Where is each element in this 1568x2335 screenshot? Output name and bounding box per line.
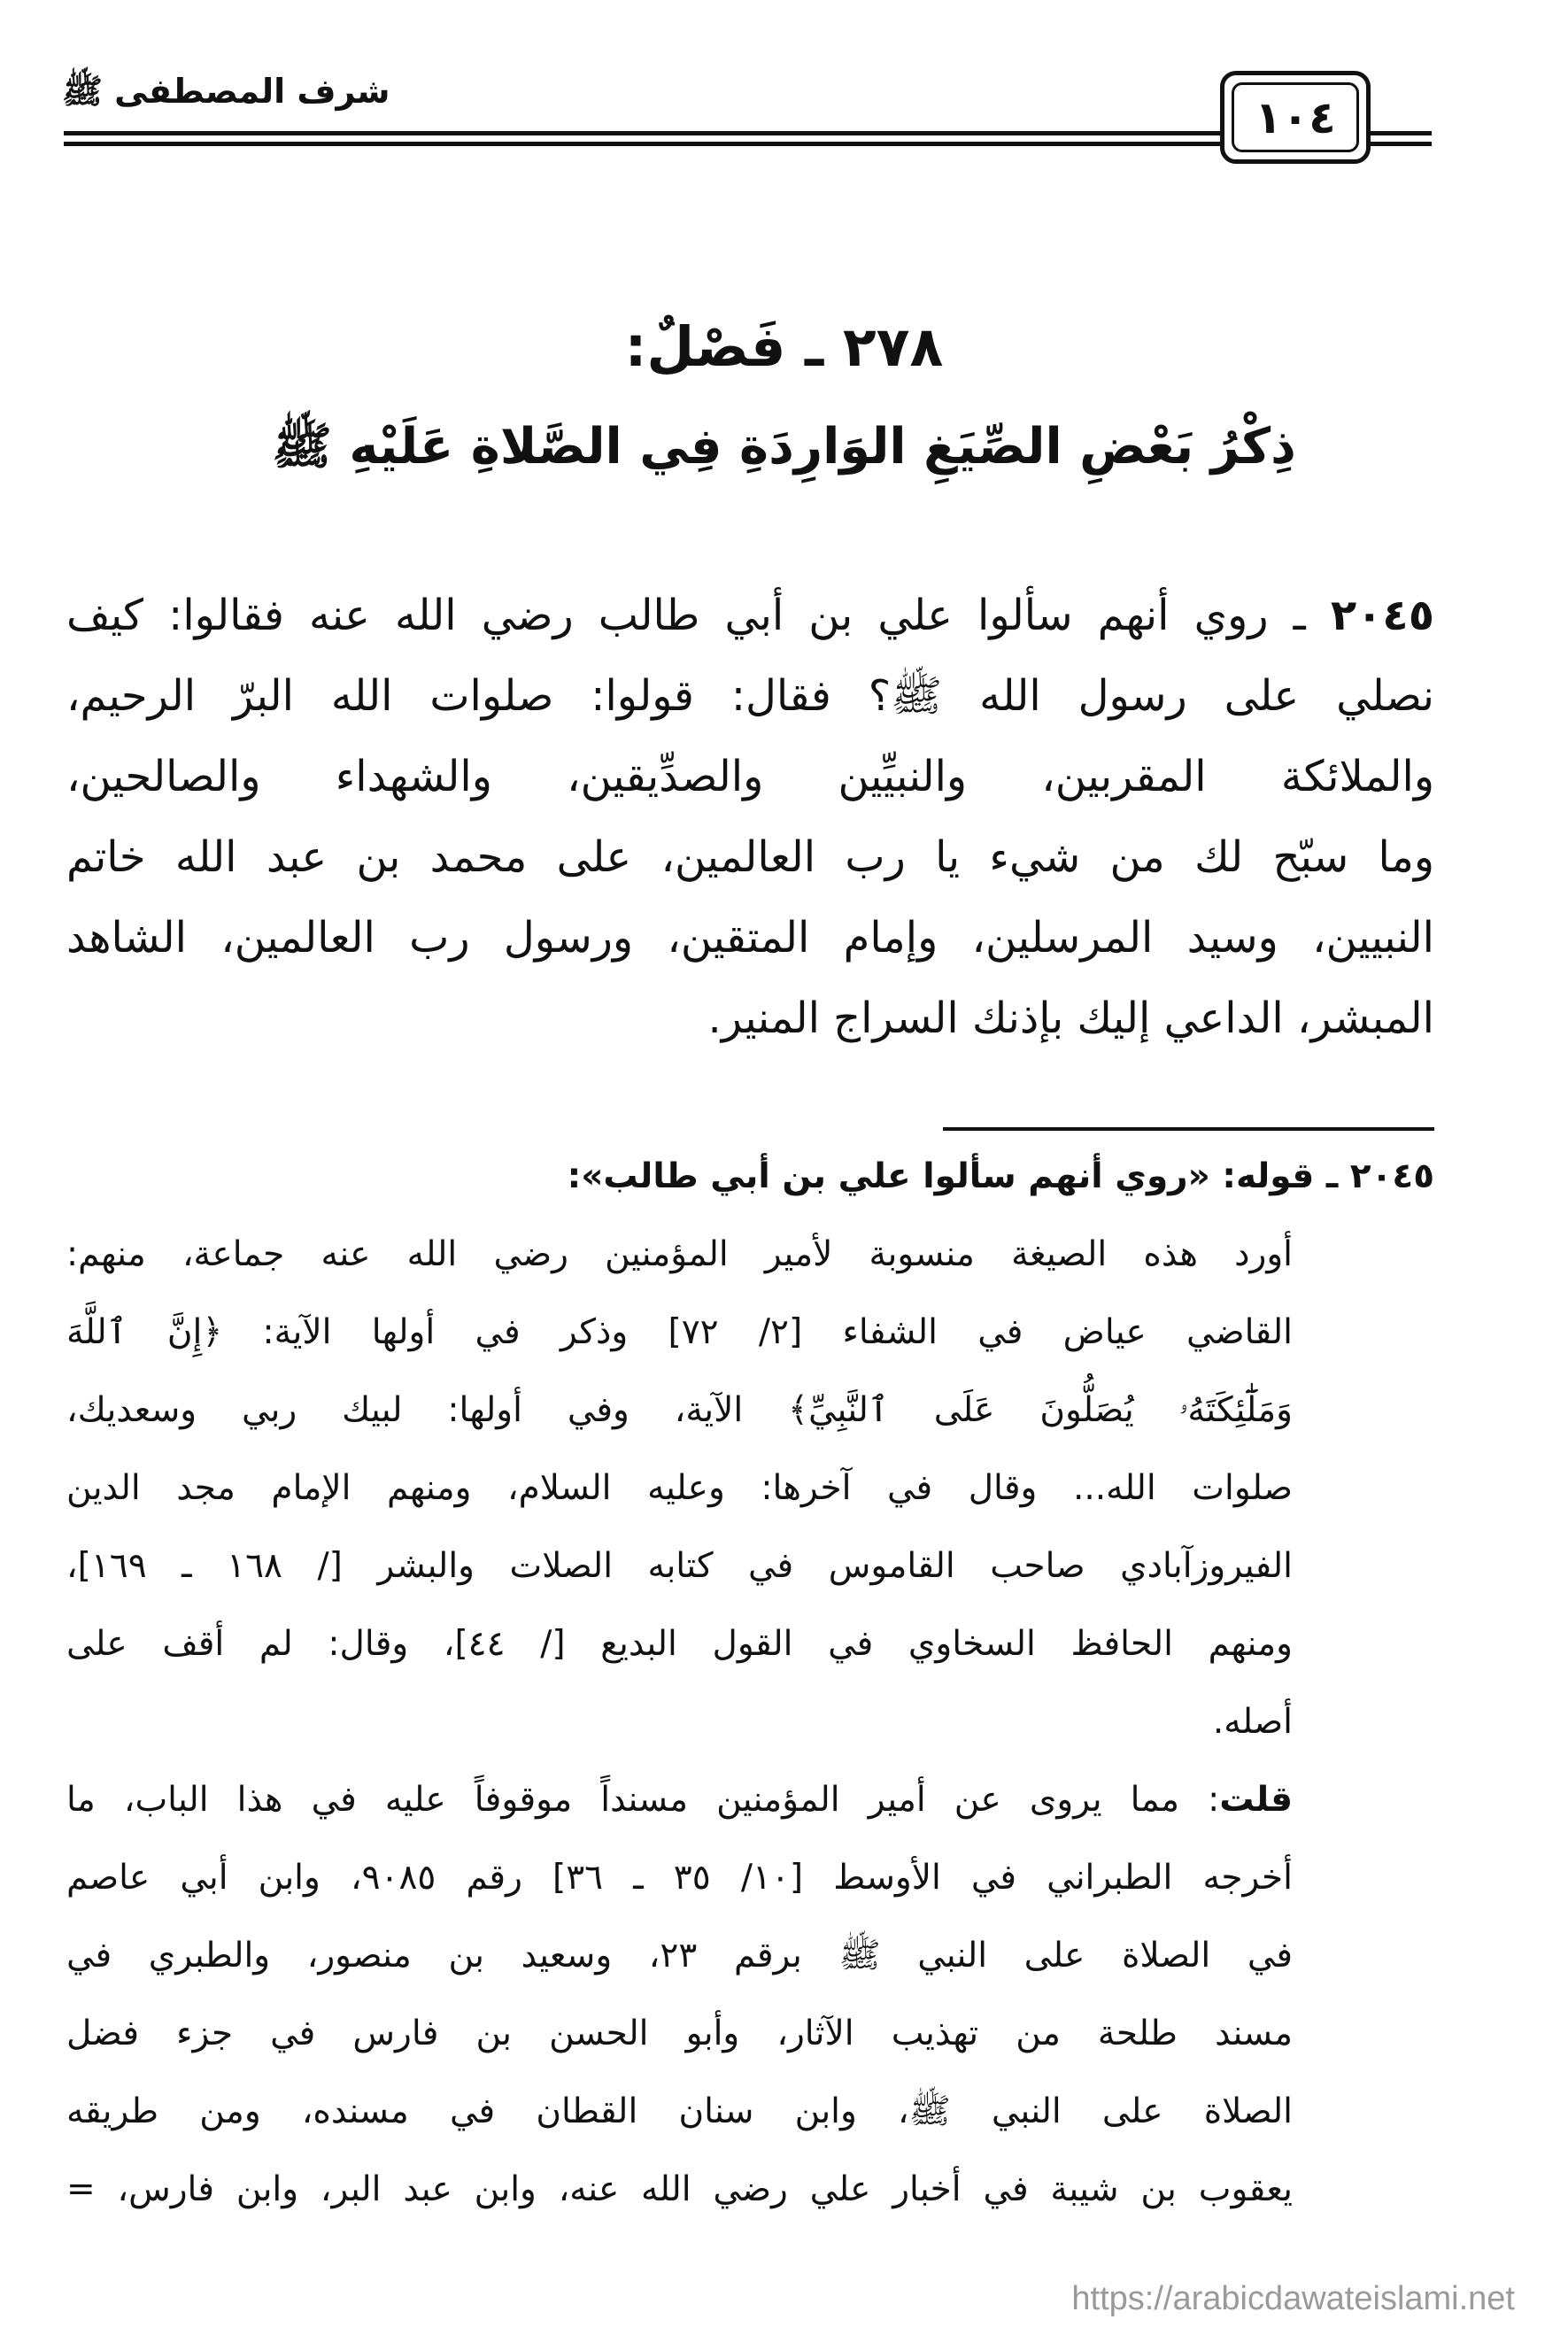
footnote-line: قلت: مما يروى عن أمير المؤمنين مسنداً موقوفاً عليه في هذا الباب، ما <box>66 1780 1293 1820</box>
hadith-number: ٢٠٤٥ <box>1330 591 1434 640</box>
page-number: ١٠٤ <box>1232 82 1359 152</box>
header-rule <box>1368 131 1432 135</box>
footnotes <box>66 1138 1434 2229</box>
text-line: النبيين، وسيد المرسلين، وإمام المتقين، ورسول رب العالمين، الشاهد <box>66 913 1434 963</box>
footnote-line: ومنهم الحافظ السخاوي في القول البديع [/ ٤٤]، وقال: لم أقف على <box>66 1624 1293 1664</box>
running-header-title: شرف المصطفى ﷺ <box>62 72 390 111</box>
footnote-line: القاضي عياض في الشفاء [٢/ ٧٢] وذكر في أولها الآية: ﴿إِنَّ ٱللَّهَ <box>66 1312 1293 1352</box>
text-line: والملائكة المقربين، والنبيِّين والصدِّيقين، والشهداء والصالحين، <box>66 752 1434 801</box>
qultu-label: قلت <box>1219 1780 1293 1820</box>
watermark: https://arabicdawateislami.net <box>1071 2280 1515 2317</box>
text-line: وما سبّح لك من شيء يا رب العالمين، على محمد بن عبد الله خاتم <box>66 832 1434 882</box>
text-line: المبشر، الداعي إليك بإذنك السراج المنير. <box>707 994 1434 1043</box>
footnote-separator <box>943 1127 1434 1131</box>
header-rule <box>64 131 1224 135</box>
text-line: ٢٠٤٥ ـ روي أنهم سألوا علي بن أبي طالب رضي الله عنه فقالوا: كيف <box>66 591 1434 640</box>
footnote-line: مسند طلحة من تهذيب الآثار، وأبو الحسن بن فارس في جزء فضل <box>66 2014 1293 2053</box>
footnote-body <box>66 1216 1293 2229</box>
text-line: نصلي على رسول الله ﷺ؟ فقال: قولوا: صلوات الله البرّ الرحيم، <box>66 671 1434 721</box>
footnote-line: أخرجه الطبراني في الأوسط [١٠/ ٣٥ ـ ٣٦] رقم ٩٠٨٥، وابن أبي عاصم <box>66 1858 1293 1898</box>
footnote-line: أورد هذه الصيغة منسوبة لأمير المؤمنين رضي الله عنه جماعة، منهم: <box>66 1234 1293 1274</box>
footnote-line: في الصلاة على النبي ﷺ برقم ٢٣، وسعيد بن منصور، والطبري في <box>66 1936 1294 1975</box>
page-number-box <box>1220 71 1371 164</box>
section-title: ٢٧٨ ـ فَصْلٌ: <box>624 314 944 379</box>
header-rule <box>1368 142 1432 146</box>
footnote-line: صلوات الله... وقال في آخرها: وعليه السلام، ومنهم الإمام مجد الدين <box>66 1468 1293 1508</box>
main-text <box>66 576 1434 1059</box>
footnote-line: وَمَلَٰٓئِكَتَهُۥ يُصَلُّونَ عَلَى ٱلنَّبِيِّ﴾ الآية، وفي أولها: لبيك ربي وسعديك، <box>66 1390 1293 1430</box>
header-rule <box>64 142 1224 146</box>
footnote-line: الصلاة على النبي ﷺ، وابن سنان القطان في مسنده، ومن طريقه <box>66 2091 1293 2131</box>
footnote-line: يعقوب بن شيبة في أخبار علي رضي الله عنه، وابن عبد البر، وابن فارس، = <box>66 2169 1293 2209</box>
section-subtitle: ذِكْرُ بَعْضِ الصِّيَغِ الوَارِدَةِ فِي الصَّلاةِ عَلَيْهِ ﷺ <box>272 418 1296 476</box>
footnote-line: أصله. <box>1212 1702 1293 1742</box>
footnote-heading: ٢٠٤٥ ـ قوله: «روي أنهم سألوا علي بن أبي طالب»: <box>567 1156 1434 1196</box>
footnote-line: الفيروزآبادي صاحب القاموس في كتابه الصلات والبشر [/ ١٦٨ ـ ١٦٩]، <box>66 1546 1293 1586</box>
